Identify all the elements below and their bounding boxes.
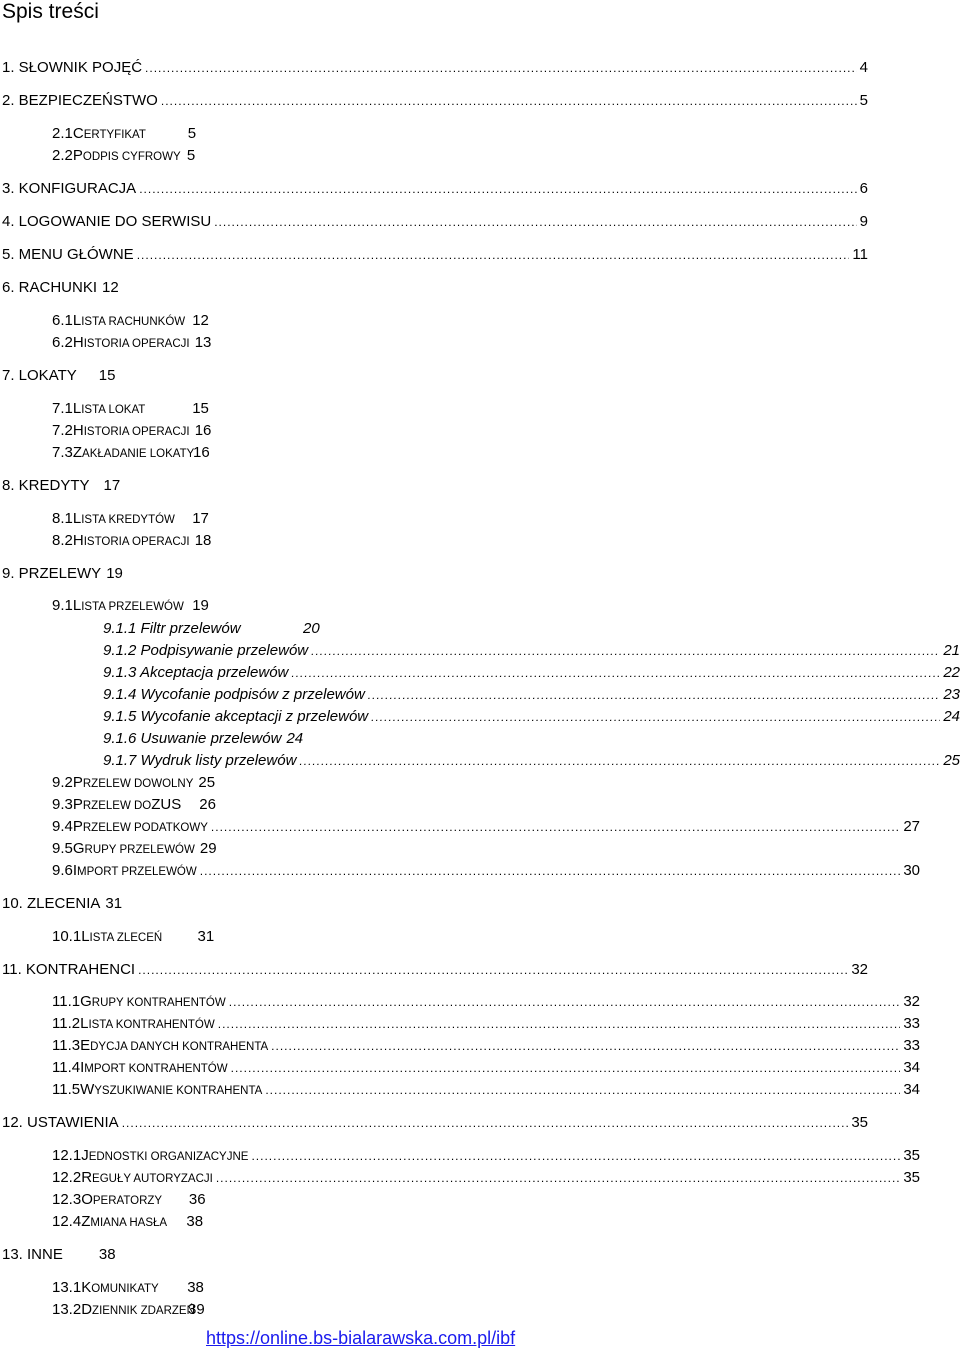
- toc-page: 11: [852, 246, 868, 263]
- toc-label-initial: I: [80, 1059, 85, 1076]
- toc-page: 32: [903, 993, 920, 1010]
- toc-label-rest: EDNOSTKI ORGANIZACYJNE: [88, 1151, 249, 1163]
- toc-label-rest: MPORT PRZELEWÓW: [77, 866, 197, 878]
- toc-label-initial: H: [72, 532, 84, 549]
- toc-number: 6.1: [52, 312, 73, 329]
- toc-entry-10[interactable]: [2, 895, 122, 917]
- toc-number: 11.4: [52, 1059, 81, 1076]
- toc-page: 38: [98, 1246, 116, 1263]
- toc-page: 9: [859, 213, 868, 230]
- toc-page: 12: [192, 312, 209, 329]
- toc-label-rest: ISTA KREDYTÓW: [81, 514, 175, 526]
- toc-label: 9.1.7 Wydruk listy przelewów: [103, 752, 297, 769]
- toc-page: 32: [851, 961, 868, 978]
- toc-entry-9-1-2[interactable]: [103, 642, 960, 664]
- toc-label-rest: YSZUKIWANIE KONTRAHENTA: [94, 1085, 263, 1097]
- toc-page: 6: [859, 180, 868, 197]
- toc-label-rest: ISTORIA OPERACJI: [83, 536, 190, 548]
- toc-label: 5. MENU GŁÓWNE: [2, 246, 134, 263]
- toc-number: 7.2: [52, 422, 73, 439]
- toc-page: 31: [105, 895, 123, 912]
- toc-entry-6-1[interactable]: [52, 312, 209, 334]
- toc-page: 21: [943, 642, 960, 659]
- toc-number: 12.1: [52, 1147, 82, 1164]
- toc-label-rest: ISTA RACHUNKÓW: [81, 316, 186, 328]
- leader-dots: [218, 1017, 901, 1031]
- leader-dots: [368, 688, 941, 702]
- toc-number: 7.1: [52, 400, 73, 417]
- toc-page: 17: [192, 510, 209, 527]
- toc-label-rest: MIANA HASŁA: [90, 1217, 168, 1229]
- leader-dots: [139, 182, 856, 196]
- toc-page: 38: [186, 1213, 204, 1230]
- toc-label-rest: ODPIS CYFROWY: [82, 151, 181, 163]
- toc-number: 12.2: [52, 1169, 82, 1186]
- toc-page: 20: [303, 620, 320, 637]
- toc-entry-2[interactable]: [2, 92, 868, 114]
- toc-entry-2-2[interactable]: [52, 147, 195, 169]
- toc-entry-9-3[interactable]: [52, 796, 216, 818]
- toc-entry-7-2[interactable]: [52, 422, 211, 444]
- toc-page: 16: [193, 444, 210, 461]
- toc-label-rest: EGUŁY AUTORYZACJI: [92, 1173, 213, 1185]
- toc-label: 9.1.4 Wycofanie podpisów z przelewów: [103, 686, 365, 703]
- toc-entry-12-4[interactable]: [52, 1213, 203, 1235]
- toc-number: 9.5: [52, 840, 73, 857]
- toc-label-rest: ERTYFIKAT: [83, 129, 146, 141]
- toc-label-initial: L: [72, 597, 82, 614]
- toc-entry-12[interactable]: [2, 1114, 868, 1136]
- toc-label-initial: D: [81, 1301, 93, 1318]
- toc-entry-7-3[interactable]: [52, 444, 210, 466]
- leader-dots: [291, 666, 940, 680]
- toc-entry-9-1-7[interactable]: [103, 752, 960, 774]
- toc-number: 11.2: [52, 1015, 81, 1032]
- toc-label-abbr: ZUS: [151, 796, 182, 813]
- toc-number: 9.2: [52, 774, 73, 791]
- toc-page: 19: [106, 565, 123, 582]
- toc-label-initial: P: [72, 818, 83, 835]
- toc-number: 11.1: [52, 993, 81, 1010]
- toc-label-initial: L: [72, 400, 82, 417]
- toc-entry-9-1[interactable]: [52, 597, 209, 619]
- toc-entry-12-2[interactable]: [52, 1169, 920, 1191]
- toc-number: 12.4: [52, 1213, 82, 1230]
- toc-page: 39: [188, 1301, 205, 1318]
- leader-dots: [311, 644, 940, 658]
- toc-label-initial: Z: [72, 444, 83, 461]
- leader-dots: [251, 1149, 900, 1163]
- toc-label-initial: P: [72, 774, 83, 791]
- toc-page: 24: [286, 730, 304, 747]
- toc-entry-9-1-1[interactable]: [103, 620, 320, 642]
- toc-page: 34: [903, 1081, 920, 1098]
- toc-label-initial: L: [72, 510, 82, 527]
- toc-page: 35: [851, 1114, 868, 1131]
- toc-page: 16: [194, 422, 212, 439]
- toc-label-initial: L: [80, 1015, 89, 1032]
- leader-dots: [271, 1039, 900, 1053]
- page-title: Spis treści: [2, 0, 99, 23]
- toc-label: 9.1.6 Usuwanie przelewów: [103, 730, 282, 747]
- toc-label-rest: DYCJA DANYCH KONTRAHENTA: [90, 1041, 269, 1053]
- leader-dots: [231, 1061, 901, 1075]
- toc-label-initial: O: [81, 1191, 93, 1208]
- toc-entry-9-5[interactable]: [52, 840, 217, 862]
- toc-label-rest: RZELEW DOWOLNY: [82, 778, 194, 790]
- toc-entry-11-3[interactable]: [52, 1037, 920, 1059]
- toc-label-rest: RZELEW DO: [82, 800, 152, 812]
- toc-entry-9-4[interactable]: [52, 818, 920, 840]
- toc-entry-6[interactable]: [2, 279, 119, 301]
- toc-entry-8-2[interactable]: [52, 532, 211, 554]
- leader-dots: [122, 1116, 849, 1130]
- toc-page: 25: [198, 774, 216, 791]
- leader-dots: [229, 995, 901, 1009]
- toc-label-rest: ISTA PRZELEWÓW: [81, 601, 184, 613]
- toc-page: 36: [188, 1191, 206, 1208]
- toc-page: 31: [197, 928, 215, 945]
- toc-label-rest: PERATORZY: [92, 1195, 163, 1207]
- toc-label-initial: G: [80, 993, 92, 1010]
- toc-page: 30: [903, 862, 920, 879]
- toc-page: 4: [859, 59, 868, 76]
- toc-entry-11[interactable]: [2, 961, 868, 983]
- toc-label-rest: RUPY PRZELEWÓW: [84, 844, 195, 856]
- leader-dots: [299, 754, 940, 768]
- leader-dots: [138, 963, 848, 977]
- toc-number: 10.1: [52, 928, 82, 945]
- leader-dots: [265, 1083, 900, 1097]
- toc-label-initial: J: [81, 1147, 89, 1164]
- toc-entry-9-1-3[interactable]: [103, 664, 960, 686]
- toc-label: 9.1.2 Podpisywanie przelewów: [103, 642, 309, 659]
- toc-page: 18: [194, 532, 212, 549]
- toc-page: 27: [903, 818, 920, 835]
- toc-label-initial: E: [80, 1037, 91, 1054]
- toc-label: 4. LOGOWANIE DO SERWISU: [2, 213, 212, 230]
- toc-page: 33: [903, 1015, 920, 1032]
- toc-number: 9.1: [52, 597, 73, 614]
- toc-page: 5: [186, 147, 196, 164]
- toc-label-rest: ZIENNIK ZDARZEŃ: [92, 1305, 195, 1317]
- leader-dots: [137, 248, 850, 262]
- leader-dots: [161, 94, 857, 108]
- toc-number: 7.3: [52, 444, 73, 461]
- toc-label-rest: OMUNIKATY: [91, 1283, 159, 1295]
- toc-label: 9.1.5 Wycofanie akceptacji z przelewów: [103, 708, 369, 725]
- toc-label-initial: L: [81, 928, 90, 945]
- toc-number: 11.3: [52, 1037, 81, 1054]
- toc-label: 10. ZLECENIA: [2, 895, 101, 912]
- leader-dots: [214, 215, 856, 229]
- toc-label-rest: AKŁADANIE LOKATY: [82, 448, 195, 460]
- toc-page: 13: [194, 334, 212, 351]
- toc-entry-10-1[interactable]: [52, 928, 214, 950]
- toc-entry-9-6[interactable]: [52, 862, 920, 884]
- toc-label-rest: RZELEW PODATKOWY: [82, 822, 208, 834]
- toc-page: 34: [903, 1059, 920, 1076]
- toc-page: 17: [103, 477, 121, 494]
- toc-entry-9-2[interactable]: [52, 774, 215, 796]
- toc-entry-7-1[interactable]: [52, 400, 209, 422]
- toc-label: 11. KONTRAHENCI: [2, 961, 136, 978]
- toc-page: 25: [943, 752, 960, 769]
- toc-number: 9.6: [52, 862, 73, 879]
- toc-entry-7[interactable]: [2, 367, 115, 389]
- toc-entry-5[interactable]: [2, 246, 868, 268]
- toc-entry-12-1[interactable]: [52, 1147, 920, 1169]
- toc-label-initial: L: [72, 312, 82, 329]
- toc-entry-11-1[interactable]: [52, 993, 920, 1015]
- toc-label-initial: R: [81, 1169, 93, 1186]
- toc-label-rest: ISTA LOKAT: [81, 404, 146, 416]
- toc-entry-9[interactable]: [2, 565, 123, 587]
- toc-number: 2.2: [52, 147, 73, 164]
- toc-label-rest: MPORT KONTRAHENTÓW: [84, 1063, 228, 1075]
- toc-page: 12: [102, 279, 119, 296]
- toc-label-initial: Z: [81, 1213, 91, 1230]
- toc-page: 22: [943, 664, 960, 681]
- toc-page: 33: [903, 1037, 920, 1054]
- toc-label-initial: P: [72, 147, 83, 164]
- toc-label: 7. LOKATY: [2, 367, 77, 384]
- toc-page: 23: [943, 686, 960, 703]
- toc-label-initial: G: [72, 840, 85, 857]
- toc-number: 8.2: [52, 532, 73, 549]
- footer-url-link[interactable]: https://online.bs-bialarawska.com.pl/ibf: [206, 1328, 516, 1348]
- toc-label-initial: K: [81, 1279, 92, 1296]
- toc-entry-11-2[interactable]: [52, 1015, 920, 1037]
- toc-number: 2.1: [52, 125, 73, 142]
- toc-number: 13.1: [52, 1279, 82, 1296]
- toc-label: 1. SŁOWNIK POJĘĆ: [2, 59, 143, 76]
- toc-entry-13-2[interactable]: [52, 1301, 205, 1323]
- toc-entry-13-1[interactable]: [52, 1279, 204, 1301]
- toc-entry-11-5[interactable]: [52, 1081, 920, 1103]
- toc-entry-12-3[interactable]: [52, 1191, 206, 1213]
- toc-entry-2-1[interactable]: [52, 125, 196, 147]
- toc-label-initial: H: [72, 334, 84, 351]
- toc-page: 15: [192, 400, 209, 417]
- toc-page: 29: [199, 840, 217, 857]
- toc-label: 6. RACHUNKI: [2, 279, 98, 296]
- toc-label-initial: P: [72, 796, 83, 813]
- toc-label: 9. PRZELEWY: [2, 565, 102, 582]
- toc-label-rest: RUPY KONTRAHENTÓW: [91, 997, 226, 1009]
- toc-entry-6-2[interactable]: [52, 334, 211, 356]
- toc-entry-9-1-5[interactable]: [103, 708, 960, 730]
- toc-number: 11.5: [52, 1081, 81, 1098]
- toc-page: 24: [943, 708, 960, 725]
- toc-entry-9-1-4[interactable]: [103, 686, 960, 708]
- toc-label: 12. USTAWIENIA: [2, 1114, 119, 1131]
- toc-entry-8-1[interactable]: [52, 510, 209, 532]
- toc-label: 3. KONFIGURACJA: [2, 180, 137, 197]
- toc-label-rest: ISTA ZLECEŃ: [89, 932, 163, 944]
- toc-number: 8.1: [52, 510, 73, 527]
- toc-entry-13[interactable]: [2, 1246, 116, 1268]
- toc-number: 9.4: [52, 818, 73, 835]
- leader-dots: [216, 1171, 900, 1185]
- toc-page: 19: [192, 597, 209, 614]
- toc-label-initial: I: [72, 862, 78, 879]
- toc-page: 15: [98, 367, 116, 384]
- toc-entry-11-4[interactable]: [52, 1059, 920, 1081]
- toc-label-rest: ISTORIA OPERACJI: [83, 426, 190, 438]
- toc-entry-8[interactable]: [2, 477, 120, 499]
- toc-label-initial: C: [72, 125, 84, 142]
- toc-page: 35: [903, 1147, 920, 1164]
- toc-entry-4[interactable]: [2, 213, 868, 235]
- toc-label: 9.1.1 Filtr przelewów: [103, 620, 241, 637]
- toc-entry-9-1-6[interactable]: [103, 730, 303, 752]
- toc-label: 13. INNE: [2, 1246, 63, 1263]
- leader-dots: [200, 864, 901, 878]
- toc-page: 38: [187, 1279, 204, 1296]
- leader-dots: [371, 710, 940, 724]
- toc-label-rest: ISTA KONTRAHENTÓW: [88, 1019, 215, 1031]
- toc-number: 13.2: [52, 1301, 82, 1318]
- toc-number: 9.3: [52, 796, 73, 813]
- toc-label-initial: H: [72, 422, 84, 439]
- toc-page: 5: [859, 92, 868, 109]
- toc-label-initial: W: [80, 1081, 95, 1098]
- toc-label: 8. KREDYTY: [2, 477, 90, 494]
- toc-page: 35: [903, 1169, 920, 1186]
- toc-label: 2. BEZPIECZEŃSTWO: [2, 92, 158, 109]
- toc-entry-3[interactable]: [2, 180, 868, 202]
- leader-dots: [211, 820, 900, 834]
- toc-page: 5: [187, 125, 197, 142]
- toc-label: 9.1.3 Akceptacja przelewów: [103, 664, 289, 681]
- leader-dots: [145, 61, 857, 75]
- toc-entry-1[interactable]: [2, 59, 868, 81]
- toc-number: 12.3: [52, 1191, 82, 1208]
- toc-page: 26: [199, 796, 216, 813]
- toc-number: 6.2: [52, 334, 73, 351]
- toc-label-rest: ISTORIA OPERACJI: [83, 338, 190, 350]
